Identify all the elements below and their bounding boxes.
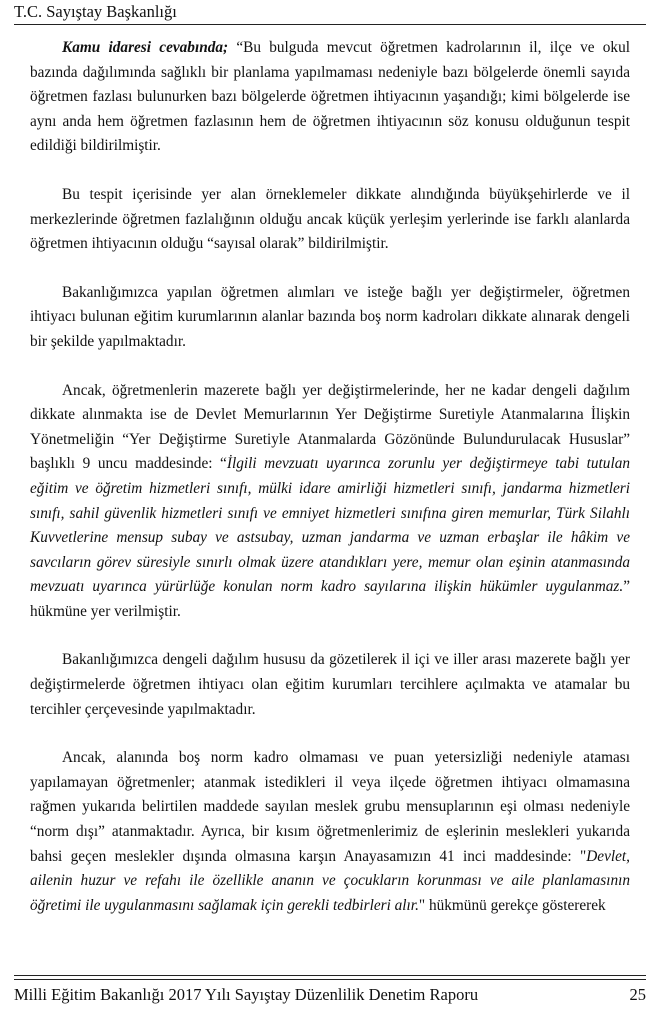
- paragraph-text: Ancak, öğretmenlerin mazerete bağlı yer değiştirmelerinde, her ne kadar dengeli dağılım dikkate alınmakta ise de Devlet Memurlarının Yer Değiştirme Suretiyle Atanmalarına İlişkin Yönetmeliğin “Yer Değiştirme Suretiyle Atanmalarda Gözönünde Bulundurulacak Hususlar” başlıklı 9 uncu maddesinde: “: [30, 381, 630, 473]
- page-number: 25: [629, 985, 646, 1004]
- page-header-title: T.C. Sayıştay Başkanlığı: [14, 2, 177, 21]
- paragraph-4: [30, 379, 630, 625]
- regulation-quote: İlgili mevzuatı uyarınca zorunlu yer değiştirmeye tabi tutulan eğitim ve öğretim hizmetleri sınıfı, mülki idare amirliği hizmetleri sınıfı, jandarma hizmetleri sınıfı, sahil güvenlik hizmetleri sınıfı ve emniyet hizmetleri sınıfına giren memurlar, Türk Silahlı Kuvvetlerine mensup subay ve astsubay, uzman jandarma ve uzman erbaşlar ile hâkim ve savcıların görev süresiyle sınırlı olmak üzere atandıkları yere, memur olan eşinin atanmasında mevzuatı uyarınca yürürlüğe konulan norm kadro sayılarına ilişkin hükümler uygulanmaz.: [30, 455, 631, 596]
- paragraph-2: [30, 183, 630, 257]
- footer-divider: [14, 975, 646, 976]
- paragraph-text: Ancak, alanında boş norm kadro olmaması ve puan yetersizliği nedeniyle ataması yapılamayan öğretmenler; atanmak istedikleri il veya ilçede öğretmen ihtiyacı olmamasına rağmen yukarıda belirtilen maddede sayılan meslek grubu mensuplarının eşi olması nedeniyle “norm dışı” atanmaktadır. Ayrıca, bir kısım öğretmenlerimiz de eşlerinin meslekleri yukarıda bahsi geçen meslekler dışında olmasına karşın Anayasamızın 41 inci maddesinde: ": [30, 749, 630, 865]
- document-body: [30, 36, 630, 918]
- page-footer-title: Milli Eğitim Bakanlığı 2017 Yılı Sayıştay Düzenlilik Denetim Raporu: [14, 985, 479, 1004]
- paragraph-3: [30, 281, 630, 355]
- paragraph-5: [30, 648, 630, 722]
- paragraph-text: Bu tespit içerisinde yer alan örneklemeler dikkate alındığında büyükşehirlerde ve il merkezlerinde öğretmen fazlalığının olduğu ancak küçük yerleşim yerlerinde ise farklı alanlarda öğretmen ihtiyacının olduğu “sayısal olarak” bildirilmiştir.: [30, 185, 630, 253]
- paragraph-6: [30, 746, 630, 918]
- paragraph-text: ” hükmüne yer verilmiştir.: [30, 578, 630, 620]
- footer-divider-thin: [14, 979, 646, 980]
- constitution-quote: Devlet, ailenin huzur ve refahı ile özellikle ananın ve çocukların korunması ve aile planlamasının öğretimi ile uygulanmasını sağlamak için gerekli tedbirleri alır.: [30, 847, 630, 914]
- paragraph-1: [30, 36, 630, 159]
- paragraph-text: “Bu bulguda mevcut öğretmen kadrolarının il, ilçe ve okul bazında dağılımında sağlıklı bir planlama yapılmaması nedeniyle bazı bölgelerde önemli sayıda öğretmen fazlası bulunurken bazı bölgelerde öğretmen ihtiyacının yaşandığı; kimi bölgelerde ise aynı anda hem öğretmen fazlasının hem de öğretmen ihtiyacının söz konusu olduğunun tespit edildiği bildirilmiştir.: [30, 39, 630, 155]
- header-divider: [14, 24, 646, 25]
- paragraph-lead: Kamu idaresi cevabında;: [62, 39, 229, 56]
- paragraph-text: " hükmünü gerekçe göstererek: [418, 896, 606, 914]
- paragraph-text: Bakanlığımızca yapılan öğretmen alımları ve isteğe bağlı yer değiştirmeler, öğretmen ihtiyacı bulunan eğitim kurumlarının alanlar bazında boş norm kadroları dikkate alınarak dengeli bir şekilde yapılmaktadır.: [30, 283, 630, 350]
- paragraph-text: Bakanlığımızca dengeli dağılım hususu da gözetilerek il içi ve iller arası mazerete bağlı yer değiştirmelerde öğretmen ihtiyacı olan eğitim kurumları tercihlere açılmakta ve atamalar bu tercihler çerçevesinde yapılmaktadır.: [30, 651, 630, 718]
